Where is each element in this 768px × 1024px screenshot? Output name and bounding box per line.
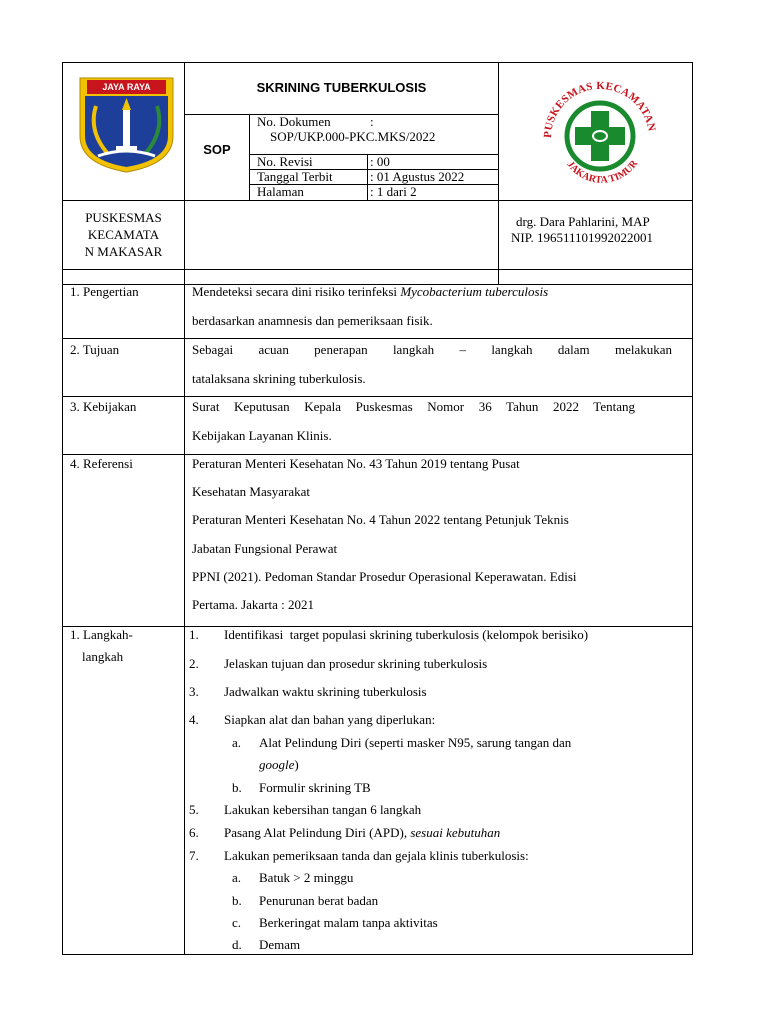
border-top — [62, 62, 693, 63]
substep-text: Penurunan berat badan — [259, 893, 379, 908]
org-bottom-line — [62, 269, 693, 270]
border-outer-left — [62, 62, 63, 955]
pengertian-text-italic: Mycobacterium tuberculosis — [400, 284, 549, 299]
header-bottom-line — [62, 200, 693, 201]
org-line-3: N MAKASAR — [84, 244, 163, 259]
step-number: 4. — [189, 712, 199, 727]
title-underline — [184, 114, 499, 115]
section-label-langkah-1: 1. Langkah- — [70, 627, 133, 642]
pengertian-text-a: Mendeteksi secara dini risiko terinfeksi — [192, 284, 401, 299]
step-number: 5. — [189, 802, 199, 817]
step-text: Jelaskan tujuan dan prosedur skrining tuberkulosis — [224, 656, 488, 671]
referensi-line-5: PPNI (2021). Pedoman Standar Prosedur Operasional Keperawatan. Edisi — [192, 569, 577, 584]
sop-divider — [249, 114, 250, 200]
sop-label: SOP — [203, 142, 231, 157]
substep-text-continuation — [259, 757, 299, 773]
substep-letter: c. — [232, 915, 242, 930]
meta-label-no-revisi: No. Revisi — [257, 154, 313, 169]
referensi-line-3: Peraturan Menteri Kesehatan No. 4 Tahun 2022 tentang Petunjuk Teknis — [192, 512, 569, 527]
meta-label-tanggal: Tanggal Terbit — [257, 169, 333, 184]
meta-value-document-number: SOP/UKP.000-PKC.MKS/2022 — [270, 129, 436, 144]
step-text: Jadwalkan waktu skrining tuberkulosis — [224, 684, 427, 699]
section-label-langkah-2: langkah — [82, 649, 124, 664]
pengertian-line-1 — [192, 284, 672, 300]
tujuan-line-2: tatalaksana skrining tuberkulosis. — [192, 371, 366, 386]
referensi-line-1: Peraturan Menteri Kesehatan No. 43 Tahun 2019 tentang Pusat — [192, 456, 520, 471]
substep-tail: ) — [294, 757, 299, 772]
step-number: 1. — [189, 627, 199, 642]
col-left-divider — [184, 62, 185, 955]
referensi-line-6: Pertama. Jakarta : 2021 — [192, 597, 315, 612]
jaya-raya-text: JAYA RAYA — [102, 82, 151, 92]
meta-value-halaman: : 1 dari 2 — [370, 184, 417, 199]
signer-name: drg. Dara Pahlarini, MAP — [516, 214, 650, 229]
meta-value-divider — [367, 154, 368, 200]
svg-text:JAKARTA TIMUR: JAKARTA TIMUR — [564, 158, 641, 186]
substep-text: Batuk > 2 minggu — [259, 870, 354, 885]
substep-text: Berkeringat malam tanpa aktivitas — [259, 915, 438, 930]
pengertian-line-2: berdasarkan anamnesis dan pemeriksaan fisik. — [192, 313, 433, 328]
referensi-line-4: Jabatan Fungsional Perawat — [192, 541, 338, 556]
border-outer-right — [692, 62, 693, 955]
step-number: 7. — [189, 848, 199, 863]
step-text: Lakukan pemeriksaan tanda dan gejala klinis tuberkulosis: — [224, 848, 529, 863]
substep-letter: a. — [232, 870, 242, 885]
substep-letter: a. — [232, 735, 242, 750]
section-label-pengertian: 1. Pengertian — [70, 284, 139, 299]
org-name — [63, 209, 184, 260]
border-bottom — [62, 954, 693, 955]
kebijakan-line-2: Kebijakan Layanan Klinis. — [192, 428, 332, 443]
meta-value-no-revisi: : 00 — [370, 154, 390, 169]
meta-label-no-dokumen: No. Dokumen — [257, 114, 331, 129]
step-number: 2. — [189, 656, 199, 671]
section-label-referensi: 4. Referensi — [70, 456, 133, 471]
svg-text:PUSKESMAS KECAMATAN MAKASAR: PUSKESMAS KECAMATAN — [541, 79, 658, 139]
substep-text: Demam — [259, 937, 301, 952]
substep-letter: b. — [232, 780, 242, 795]
step-text-main: Pasang Alat Pelindung Diri (APD), — [224, 825, 411, 840]
step-text: Siapkan alat dan bahan yang diperlukan: — [224, 712, 436, 727]
signer-nip: NIP. 196511101992022001 — [511, 230, 654, 245]
tujuan-line-1: Sebagai acuan penerapan langkah – langkah dalam melakukan — [192, 342, 672, 357]
col-right-divider — [498, 62, 499, 285]
step-text: Lakukan kebersihan tangan 6 langkah — [224, 802, 422, 817]
org-line-2: KECAMATA — [87, 227, 160, 242]
meta-value-no-dokumen-colon: : — [370, 114, 374, 129]
step-number: 6. — [189, 825, 199, 840]
page-title: SKRINING TUBERKULOSIS — [256, 80, 427, 95]
step-number: 3. — [189, 684, 199, 699]
referensi-line-2: Kesehatan Masyarakat — [192, 484, 311, 499]
row-line-tujuan — [62, 396, 693, 397]
section-label-tujuan: 2. Tujuan — [70, 342, 120, 357]
substep-letter: d. — [232, 937, 242, 952]
org-line-1: PUSKESMAS — [85, 210, 162, 225]
row-line-kebijakan — [62, 454, 693, 455]
substep-text: Alat Pelindung Diri (seperti masker N95, sarung tangan dan — [259, 735, 572, 750]
substep-italic: google — [259, 757, 295, 772]
step-text — [224, 825, 500, 841]
substep-text: Formulir skrining TB — [259, 780, 371, 795]
step-text: Identifikasi target populasi skrining tuberkulosis (kelompok berisiko) — [224, 627, 589, 642]
section-label-kebijakan: 3. Kebijakan — [70, 399, 137, 414]
kebijakan-line-1: Surat Keputusan Kepala Puskesmas Nomor 36 Tahun 2022 Tentang — [192, 399, 635, 414]
meta-value-tanggal: : 01 Agustus 2022 — [370, 169, 465, 184]
meta-label-halaman: Halaman — [257, 184, 304, 199]
substep-letter: b. — [232, 893, 242, 908]
jaya-raya-logo — [78, 76, 175, 173]
step-text-italic: sesuai kebutuhan — [410, 825, 501, 840]
row-line-pengertian — [62, 338, 693, 339]
puskesmas-logo — [537, 76, 663, 188]
